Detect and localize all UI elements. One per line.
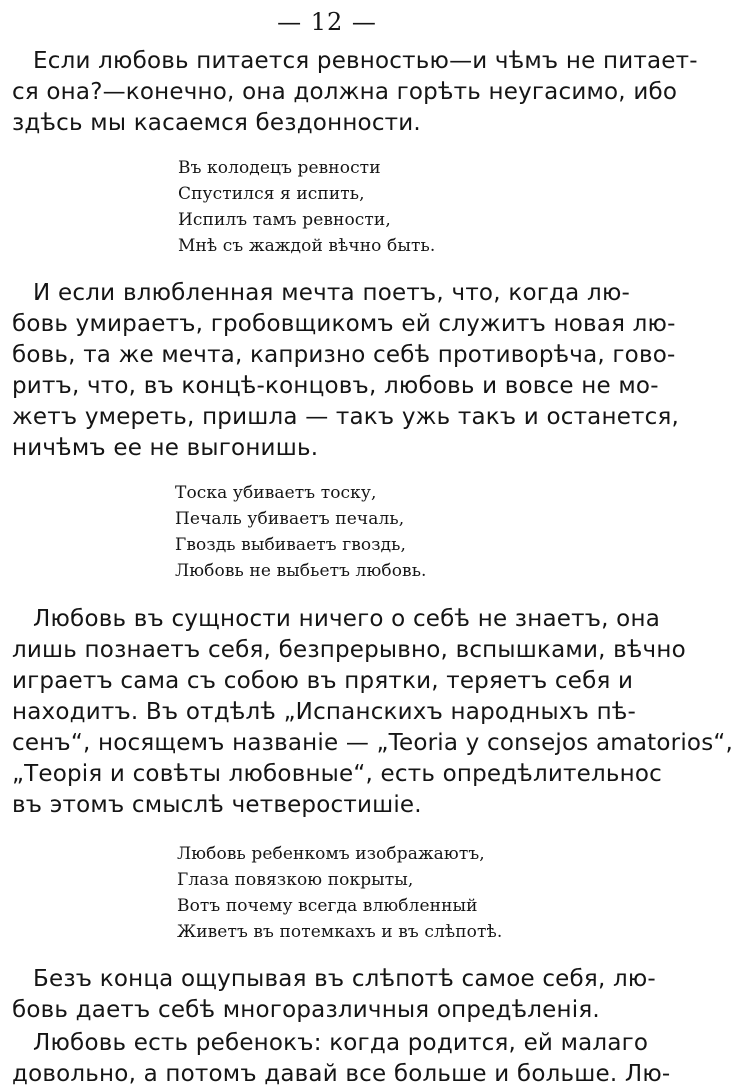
verse-line: Гвоздь выбиваетъ гвоздь, <box>175 535 407 555</box>
verse-well-of-jealousy <box>12 155 630 259</box>
paragraph-line: здѣсь мы касаемся бездонности. <box>12 110 421 136</box>
paragraph-line: сенъ“, носящемъ названіе — „Teoria y consejos amatorios“, <box>12 730 733 756</box>
paragraph-jealousy <box>12 46 698 139</box>
paragraph-line: лишь познаетъ себя, безпрерывно, вспышками, вѣчно <box>12 637 686 663</box>
verse-line: Любовь ребенкомъ изображаютъ, <box>177 844 485 864</box>
paragraph-love-is-a-child <box>12 1028 671 1090</box>
paragraph-loving-dream <box>12 278 680 464</box>
paragraph-line: довольно, а потомъ давай все больше и больше. Лю- <box>12 1061 671 1087</box>
paragraph-line: Безъ конца ощупывая въ слѣпотѣ самое себя, лю- <box>33 966 656 992</box>
paragraph-line: играетъ сама съ собою въ прятки, теряетъ себя и <box>12 668 634 694</box>
verse-line: Печаль убиваетъ печаль, <box>175 509 405 529</box>
paragraph-line: ничѣмъ ее не выгонишь. <box>12 435 319 461</box>
paragraph-endless-groping <box>12 964 656 1026</box>
verse-line: Тоска убиваетъ тоску, <box>175 483 377 503</box>
verse-line: Мнѣ съ жаждой вѣчно быть. <box>178 236 436 256</box>
paragraph-love-knows-nothing <box>12 604 733 821</box>
verse-line: Живетъ въ потемкахъ и въ слѣпотѣ. <box>177 922 503 942</box>
verse-sorrow-kills-sorrow <box>12 480 630 584</box>
paragraph-line: жетъ умереть, пришла — такъ ужь такъ и останется, <box>12 404 680 430</box>
verse-line: Въ колодецъ ревности <box>178 158 381 178</box>
paragraph-line: бовь даетъ себѣ многоразличныя опредѣленія. <box>12 997 600 1023</box>
verse-blind-love <box>12 841 630 945</box>
paragraph-line: въ этомъ смыслѣ четверостишіе. <box>12 792 422 818</box>
paragraph-line: И если влюбленная мечта поетъ, что, когда лю- <box>33 280 630 306</box>
verse-line: Глаза повязкою покрыты, <box>177 870 414 890</box>
paragraph-line: Любовь въ сущности ничего о себѣ не знаетъ, она <box>33 606 660 632</box>
page-number: — 12 — <box>277 8 377 36</box>
paragraph-line: „Теорія и совѣты любовные“, есть опредѣлительнос <box>12 761 663 787</box>
paragraph-line: бовь умираетъ, гробовщикомъ ей служитъ новая лю- <box>12 311 676 337</box>
verse-line: Спустился я испить, <box>178 184 365 204</box>
verse-line: Испилъ тамъ ревности, <box>178 210 391 230</box>
verse-line: Любовь не выбьетъ любовь. <box>175 561 427 581</box>
verse-line: Вотъ почему всегда влюбленный <box>177 896 478 916</box>
paragraph-line: ся она?—конечно, она должна горѣть неугасимо, ибо <box>12 79 678 105</box>
paragraph-line: Любовь есть ребенокъ: когда родится, ей малаго <box>33 1030 649 1056</box>
paragraph-line: Если любовь питается ревностью—и чѣмъ не питает- <box>33 48 698 74</box>
paragraph-line: находитъ. Въ отдѣлѣ „Испанскихъ народныхъ пѣ- <box>12 699 637 725</box>
paragraph-line: бовь, та же мечта, капризно себѣ противорѣча, гово- <box>12 342 676 368</box>
paragraph-line: ритъ, что, въ концѣ-концовъ, любовь и вовсе не мо- <box>12 373 659 399</box>
